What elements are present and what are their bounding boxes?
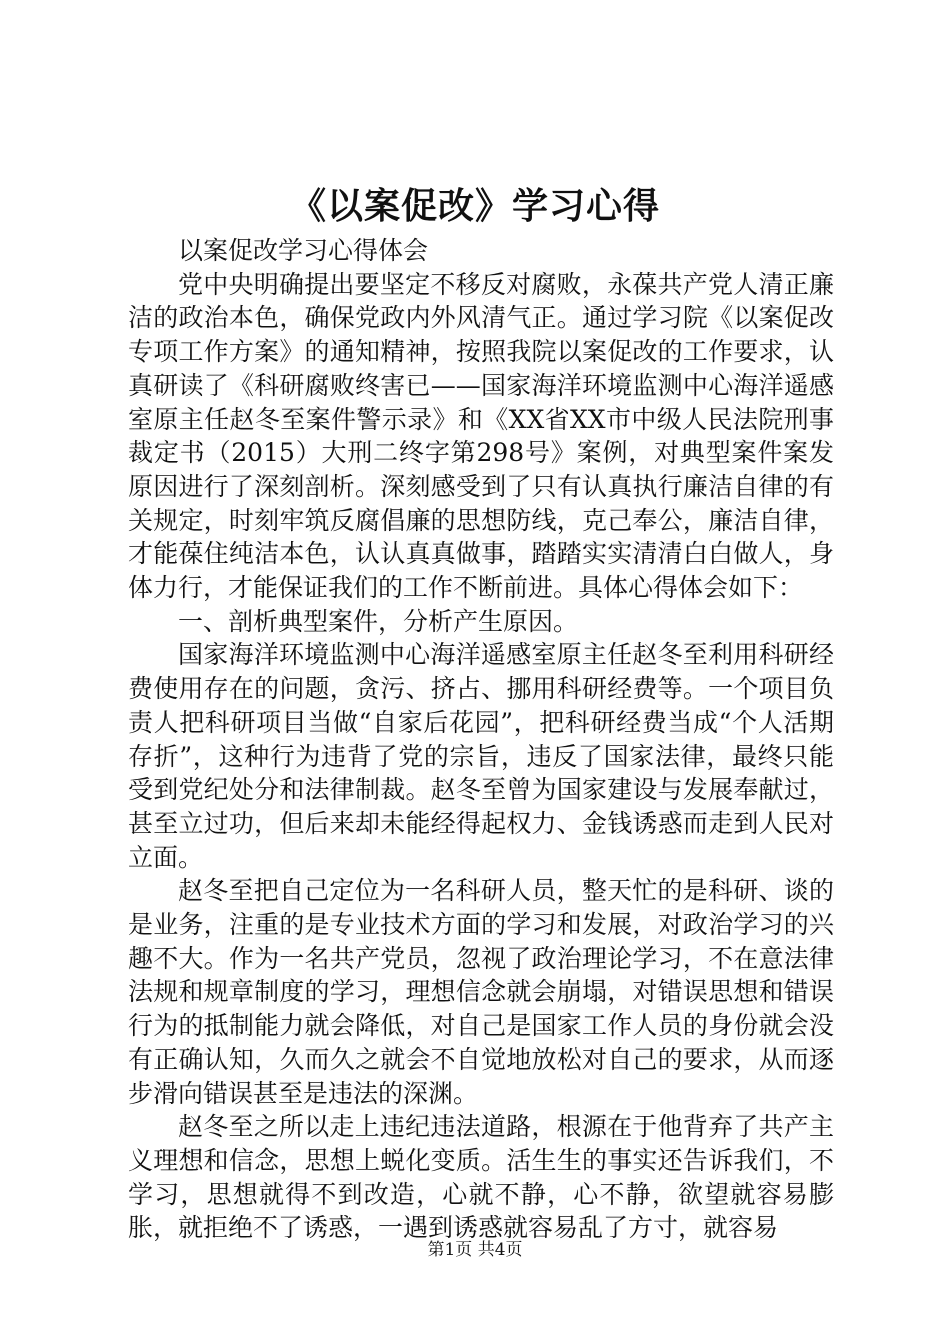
document-body [128,234,834,1245]
paragraph-subtitle: 以案促改学习心得体会 [178,236,429,265]
paragraph-root-cause: 赵冬至之所以走上违纪违法道路，根源在于他背弃了共产主义理想和信念，思想上蜕化变质。活生生的事实还告诉我们，不学习，思想就得不到改造，心就不静，心不静，欲望就容易膨胀，就拒绝不了诱惑，一遇到诱惑就容易乱了方寸，就容易 [128,1112,834,1243]
document-title: 《以案促改》学习心得 [289,186,660,227]
paragraph-case-analysis: 赵冬至把自己定位为一名科研人员，整天忙的是科研、谈的是业务，注重的是专业技术方面的学习和发展，对政治学习的兴趣不大。作为一名共产党员，忽视了政治理论学习，不在意法律法规和规章制度的学习，理想信念就会崩塌，对错误思想和错误行为的抵制能力就会降低，对自己是国家工作人员的身份就会没有正确认知，久而久之就会不自觉地放松对自己的要求，从而逐步滑向错误甚至是违法的深渊。 [128,876,834,1108]
paragraph-section-heading: 一、剖析典型案件，分析产生原因。 [178,606,579,636]
page-number-footer: 第1页 共4页 [427,1240,523,1260]
paragraph-case-summary: 国家海洋环境监测中心海洋遥感室原主任赵冬至利用科研经费使用存在的问题，贪污、挤占、挪用科研经费等。一个项目负责人把科研项目当做“自家后花园”，把科研经费当成“个人活期存折”，这种行为违背了党的宗旨，违反了国家法律，最终只能受到党纪处分和法律制裁。赵冬至曾为国家建设与发展奉献过，甚至立过功，但后来却未能经得起权力、金钱诱惑而走到人民对立面。 [128,640,834,872]
paragraph-intro: 党中央明确提出要坚定不移反对腐败，永葆共产党人清正廉洁的政治本色，确保党政内外风清气正。通过学习院《以案促改专项工作方案》的通知精神，按照我院以案促改的工作要求，认真研读了《科研腐败终害已——国家海洋环境监测中心海洋遥感室原主任赵冬至案件警示录》和《XX省XX市中级人民法院刑事裁定书（2015）大刑二终字第298号》案例，对典型案件案发原因进行了深刻剖析。深刻感受到了只有认真执行廉洁自律的有关规定，时刻牢筑反腐倡廉的思想防线，克己奉公，廉洁自律，才能葆住纯洁本色，认认真真做事，踏踏实实清清白白做人，身体力行，才能保证我们的工作不断前进。具体心得体会如下： [128,269,834,603]
